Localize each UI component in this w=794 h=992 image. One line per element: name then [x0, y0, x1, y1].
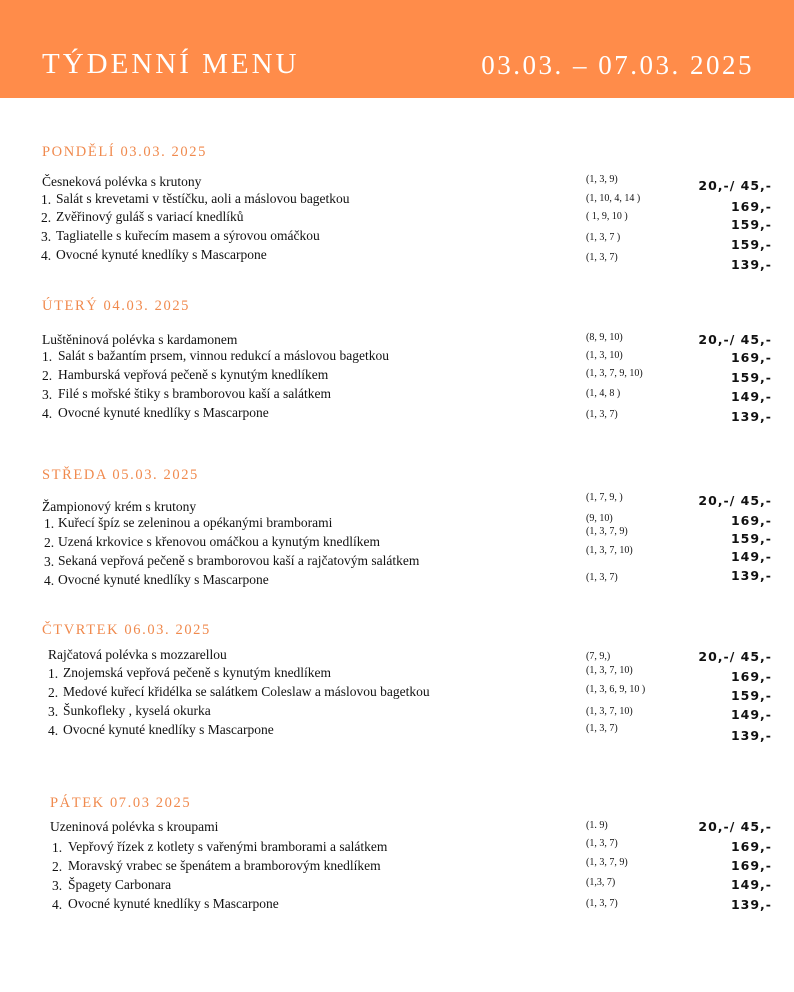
allergen-codes: (1, 7, 9, ) [586, 492, 623, 503]
price: 139,- [730, 728, 772, 743]
menu-item-row [0, 247, 794, 272]
price: 169,- [730, 513, 772, 528]
allergen-codes: (1, 10, 4, 14 ) [586, 193, 641, 204]
dish-name: Medové kuřecí křidélka se salátkem Coleslaw a máslovou bagetkou [63, 684, 430, 699]
allergen-codes: (1, 3, 7, 10) [586, 545, 633, 556]
item-number: 3. [44, 554, 55, 569]
item-number: 1. [44, 516, 55, 531]
price: 169,- [730, 350, 772, 365]
price: 149,- [730, 389, 772, 404]
soup-name: Česneková polévka s krutony [42, 174, 202, 189]
soup-row [0, 647, 794, 666]
dish-name: Salát s bažantím prsem, vinnou redukcí a máslovou bagetkou [58, 348, 390, 363]
allergen-codes: (1,3, 7) [586, 877, 616, 888]
item-number: 2. [52, 859, 63, 874]
menu-item-row [0, 367, 794, 386]
menu-item-row [0, 896, 794, 915]
dish-name: Hamburská vepřová pečeně s kynutým knedlíkem [58, 367, 329, 382]
dish-name: Ovocné kynuté knedlíky s Mascarpone [56, 247, 267, 262]
dish-name: Vepřový řízek z kotlety s vařenými bramborami a salátkem [68, 839, 388, 854]
dish-name: Šunkofleky , kyselá okurka [63, 703, 211, 718]
dish-name: Uzená krkovice s křenovou omáčkou a kynutým knedlíkem [58, 534, 381, 549]
dish-name: Filé s mořské štiky s bramborovou kaší a salátkem [58, 386, 331, 401]
allergen-codes: (1. 9) [586, 820, 608, 831]
day-heading: ČTVRTEK 06.03. 2025 [42, 622, 211, 638]
price: 169,- [730, 669, 772, 684]
item-number: 4. [48, 723, 59, 738]
item-number: 1. [42, 349, 53, 364]
price: 159,- [730, 688, 772, 703]
price: 159,- [730, 370, 772, 385]
price: 169,- [730, 858, 772, 873]
day-heading: STŘEDA 05.03. 2025 [42, 467, 199, 483]
menu-item-row [0, 515, 794, 534]
allergen-codes: (7, 9,) [586, 651, 611, 662]
day-heading: PONDĚLÍ 03.03. 2025 [42, 144, 207, 160]
allergen-codes: (1, 3, 7, 9, 10) [586, 368, 643, 379]
price: 139,- [730, 257, 772, 272]
item-number: 2. [48, 685, 59, 700]
day-heading: ÚTERÝ 04.03. 2025 [42, 298, 191, 314]
price: 159,- [730, 237, 772, 252]
item-number: 1. [41, 192, 52, 207]
allergen-codes: (1, 3, 6, 9, 10 ) [586, 684, 646, 695]
price: 139,- [730, 409, 772, 424]
price: 149,- [730, 549, 772, 564]
allergen-codes: ( 1, 9, 10 ) [586, 211, 628, 222]
dish-name: Ovocné kynuté knedlíky s Mascarpone [68, 896, 279, 911]
allergen-codes: (8, 9, 10) [586, 332, 623, 343]
menu-item-row [0, 703, 794, 722]
soup-name: Rajčatová polévka s mozzarellou [48, 647, 227, 662]
price: 20,-/ 45,- [698, 819, 772, 834]
menu-item-row [0, 568, 794, 591]
dish-name: Ovocné kynuté knedlíky s Mascarpone [58, 572, 269, 587]
dish-name: Salát s krevetami v těstíčku, aoli a máslovou bagetkou [56, 191, 350, 206]
day-heading: PÁTEK 07.03 2025 [50, 795, 192, 811]
menu-item-row [0, 665, 794, 684]
dish-name: Špagety Carbonara [68, 877, 172, 892]
allergen-codes: (9, 10) [586, 513, 613, 524]
price: 20,-/ 45,- [698, 493, 772, 508]
menu-item-row [0, 386, 794, 405]
page-title: TÝDENNÍ MENU [42, 48, 300, 80]
allergen-codes: (1, 3, 9) [586, 174, 618, 185]
price: 159,- [730, 217, 772, 232]
menu-item-row [0, 858, 794, 877]
item-number: 3. [41, 229, 52, 244]
item-number: 2. [44, 535, 55, 550]
dish-name: Znojemská vepřová pečeně s kynutým knedlíkem [63, 665, 332, 680]
price: 149,- [730, 707, 772, 722]
dish-name: Moravský vrabec se špenátem a bramborovým knedlíkem [68, 858, 381, 873]
price: 20,-/ 45,- [698, 332, 772, 347]
menu-item-row [0, 405, 794, 424]
item-number: 1. [48, 666, 59, 681]
allergen-codes: (1, 3, 10) [586, 350, 623, 361]
menu-item-row [0, 348, 794, 367]
item-number: 4. [52, 897, 63, 912]
price: 169,- [730, 199, 772, 214]
soup-row [0, 819, 794, 838]
price: 139,- [730, 897, 772, 912]
dish-name: Kuřecí špíz se zeleninou a opékanými bramborami [58, 515, 333, 530]
item-number: 2. [41, 210, 52, 225]
allergen-codes: (1, 3, 7) [586, 898, 618, 909]
item-number: 3. [42, 387, 53, 402]
menu-item-row [0, 877, 794, 896]
item-number: 4. [42, 406, 53, 421]
allergen-codes: (1, 3, 7) [586, 723, 618, 734]
dish-name: Zvěřinový guláš s variací knedlíků [56, 209, 244, 224]
menu-item-row [0, 526, 794, 553]
price: 20,-/ 45,- [698, 649, 772, 664]
menu-item-row [0, 191, 794, 214]
price: 20,-/ 45,- [698, 178, 772, 193]
dish-name: Sekaná vepřová pečeně s bramborovou kaší a rajčatovým salátkem [58, 553, 420, 568]
allergen-codes: (1, 3, 7, 10) [586, 665, 633, 676]
item-number: 4. [44, 573, 55, 588]
price: 169,- [730, 839, 772, 854]
menu-item-row [0, 228, 794, 252]
allergen-codes: (1, 3, 7, 9) [586, 526, 628, 537]
allergen-codes: (1, 3, 7) [586, 572, 618, 583]
allergen-codes: (1, 3, 7) [586, 252, 618, 263]
dish-name: Ovocné kynuté knedlíky s Mascarpone [63, 722, 274, 737]
allergen-codes: (1, 4, 8 ) [586, 388, 621, 399]
allergen-codes: (1, 3, 7) [586, 409, 618, 420]
price: 149,- [730, 877, 772, 892]
item-number: 3. [52, 878, 63, 893]
item-number: 1. [52, 840, 63, 855]
item-number: 2. [42, 368, 53, 383]
price: 139,- [730, 568, 772, 583]
header-banner [0, 0, 794, 98]
allergen-codes: (1, 3, 7) [586, 838, 618, 849]
menu-item-row [0, 722, 794, 741]
allergen-codes: (1, 3, 7 ) [586, 232, 621, 243]
soup-name: Žampionový krém s krutony [42, 499, 197, 514]
item-number: 3. [48, 704, 59, 719]
menu-item-row [0, 839, 794, 858]
price: 159,- [730, 531, 772, 546]
allergen-codes: (1, 3, 7, 10) [586, 706, 633, 717]
allergen-codes: (1, 3, 7, 9) [586, 857, 628, 868]
date-range: 03.03. – 07.03. 2025 [481, 50, 754, 80]
soup-name: Luštěninová polévka s kardamonem [42, 332, 238, 347]
dish-name: Ovocné kynuté knedlíky s Mascarpone [58, 405, 269, 420]
menu-item-row [0, 209, 794, 232]
menu-item-row [0, 684, 794, 703]
menu-item-row [0, 545, 794, 572]
item-number: 4. [41, 248, 52, 263]
soup-name: Uzeninová polévka s kroupami [50, 819, 219, 834]
dish-name: Tagliatelle s kuřecím masem a sýrovou omáčkou [56, 228, 320, 243]
